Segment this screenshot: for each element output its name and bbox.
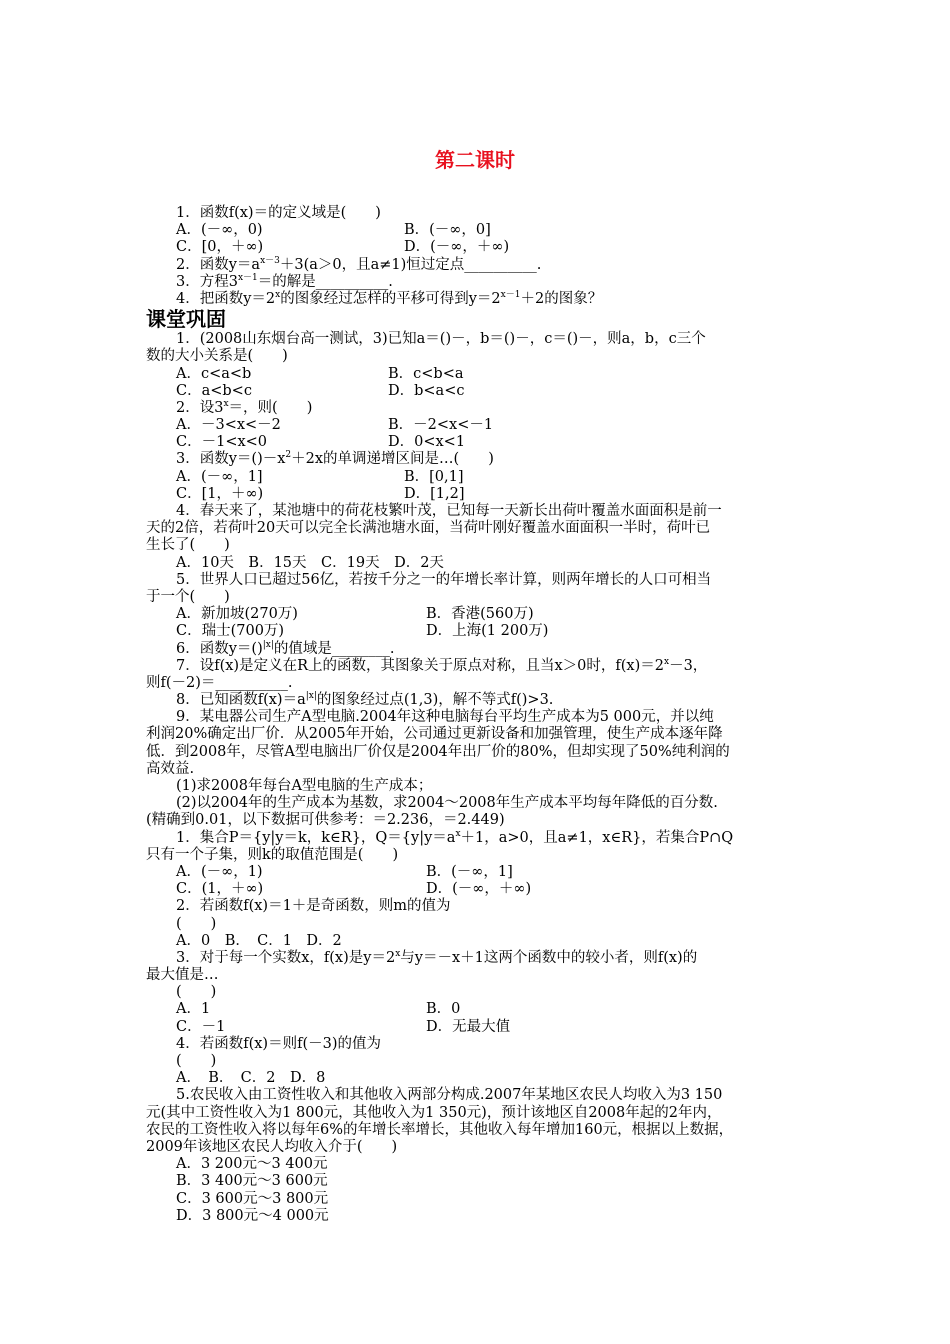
pre-question-2: 2．函数$y=a^{x-3}+3(a>0$，且a≠1)恒过定点__________. (176, 255, 542, 273)
pre-question-1: 1．函数f(x)＝的定义域是( ) (176, 205, 381, 221)
section-heading: 课堂巩固 (146, 307, 226, 332)
option-a: A．c<a<b (176, 365, 252, 382)
ext-question-2-options: A．0 B． C．1 D．2 (176, 932, 342, 949)
question-4-cont-1: 天的2倍，若荷叶20天可以完全长满池塘水面，当荷叶刚好覆盖水面面积一半时，荷叶已 (146, 520, 711, 537)
question-5: 5．世界人口已超过56亿，若按千分之一的年增长率计算，则两年增长的人口可相当 (176, 571, 712, 588)
question-1: 1．(2008山东烟台高一测试，3)已知a＝()－，b＝()－，c＝()－，则a，b，c三个 (176, 331, 706, 348)
question-4-cont-2: 生长了( ) (146, 537, 230, 554)
option-c: C．a<b<c (176, 382, 252, 399)
option-d: D．(－∞，＋∞) (404, 239, 510, 256)
ext-question-5: 5.农民收入由工资性收入和其他收入两部分构成.2007年某地区农民人均收入为3 150 (176, 1087, 723, 1104)
ext-question-1-options-row-1 (146, 864, 812, 881)
page-title: 第二课时 (435, 148, 515, 172)
option-c: C．3 600元～3 800元 (176, 1190, 329, 1207)
option-a: A．－3<x<－2 (176, 417, 281, 434)
question-5-options-row-2 (146, 623, 812, 640)
option-c: C．[0，＋∞) (176, 239, 264, 256)
option-c: C．－1 (176, 1018, 226, 1035)
ext-question-5-cont-2: 农民的工资性收入将以每年6%的年增长率增长，其他收入每年增加160元，根据以上数据， (146, 1121, 734, 1138)
question-8: 8．已知函数$f(x)=a^{|x|}$的图象经过点(1,3)，解不等式f()>3. (176, 691, 554, 709)
question-7-cont: 则f(－2)＝__________. (146, 674, 293, 691)
question-4: 4．春天来了，某池塘中的荷花枝繁叶茂，已知每一天新长出荷叶覆盖水面面积是前一 (176, 503, 722, 519)
option-d: D．(－∞，＋∞) (426, 881, 532, 898)
option-c: C．[1，＋∞) (176, 485, 264, 502)
option-b: B．(－∞，0] (404, 222, 491, 239)
option-b: B．－2<x<－1 (388, 417, 494, 434)
question-1-options-row-1 (146, 366, 812, 383)
option-a: A．(－∞，0) (176, 222, 263, 239)
question-7: 7．设f(x)是定义在R上的函数，其图象关于原点对称，且当x＞0时，$f(x)=2^x-3$， (176, 656, 708, 674)
ext-question-3-options-row-1 (146, 1001, 812, 1018)
ext-question-3-paren: ( ) (176, 984, 217, 1001)
question-9-cont-3: 高效益. (146, 760, 195, 777)
question-1-cont: 数的大小关系是( ) (146, 348, 288, 365)
question-2-options-row-2 (146, 434, 812, 451)
option-d: D．上海(1 200万) (426, 623, 549, 640)
question-5-cont: 于一个( ) (146, 588, 230, 605)
option-b: B．(－∞，1] (426, 863, 513, 880)
option-d: D．b<a<c (388, 382, 465, 399)
question-9-cont-1: 利润20%确定出厂价．从2005年开始，公司通过更新设备和加强管理，使生产成本逐年降 (146, 726, 723, 743)
ext-question-2-paren: ( ) (176, 915, 217, 932)
option-c: C．瑞士(700万) (176, 623, 285, 640)
document-body (146, 205, 812, 1225)
ext-question-4-options: A． B． C．2 D．8 (176, 1070, 326, 1087)
question-6: 6．函数y＝()$^{|x|}$的值域是________. (176, 639, 395, 657)
question-1-options-row-2 (146, 383, 812, 400)
question-9-sub-1: (1)求2008年每台A型电脑的生产成本； (176, 778, 433, 794)
option-a: A．3 200元～3 400元 (176, 1156, 328, 1173)
question-4-options: A．10天 B．15天 C．19天 D．2天 (176, 554, 444, 571)
option-b: B．3 400元～3 600元 (176, 1173, 328, 1190)
option-c: C．－1<x<0 (176, 434, 268, 451)
question-3-options-row-1 (146, 469, 812, 486)
pre-question-3: 3．方程$3^{x-1}=$的解是__________. (176, 272, 393, 290)
pre-question-1-options-row-1 (146, 222, 812, 239)
question-3-options-row-2 (146, 486, 812, 503)
ext-question-3-cont: 最大值是… (146, 967, 219, 984)
option-b: B．0 (426, 1001, 461, 1018)
option-a: A．1 (176, 1001, 211, 1018)
question-9-note: (精确到0.01，以下数据可供参考：＝2.236，＝2.449) (146, 812, 505, 829)
question-9: 9．某电器公司生产A型电脑.2004年这种电脑每台平均生产成本为5 000元，并以纯 (176, 709, 714, 726)
option-d: D．0<x<1 (388, 434, 466, 451)
option-d: D．无最大值 (426, 1018, 511, 1035)
option-b: B．c<b<a (388, 365, 464, 382)
ext-question-1-cont: 只有一个子集，则k的取值范围是( ) (146, 846, 399, 863)
pre-question-4: 4．把函数$y=2^x$的图象经过怎样的平移可得到$y=2^{x-1}+2$的图象？ (176, 289, 603, 307)
option-a: A．(－∞，1] (176, 468, 263, 485)
ext-question-3-options-row-2 (146, 1019, 812, 1036)
question-9-sub-2: (2)以2004年的生产成本为基数，求2004～2008年生产成本平均每年降低的百分数. (176, 795, 718, 812)
option-c: C．(1，＋∞) (176, 881, 264, 898)
option-b: B．[0,1] (404, 468, 464, 485)
question-9-cont-2: 低．到2008年，尽管A型电脑出厂价仅是2004年出厂价的80%，但却实现了50%纯利润的 (146, 743, 730, 760)
option-a: A．新加坡(270万) (176, 606, 298, 623)
option-a: A．(－∞，1) (176, 863, 263, 880)
question-2-options-row-1 (146, 417, 812, 434)
ext-question-1: 1．集合P＝{y|y＝k，k∈R}，$Q=\{y|y=a^x+1$，a>0，且a≠1，x∈R}，若集合P∩Q (176, 828, 734, 846)
option-b: B．香港(560万) (426, 606, 534, 623)
question-3: 3．函数$y=()-x^2+2x$的单调递增区间是…( ) (176, 450, 494, 468)
option-d: D．3 800元～4 000元 (176, 1207, 329, 1224)
question-2: 2．设$3^x=$，则( ) (176, 398, 313, 416)
ext-question-2: 2．若函数f(x)＝1＋是奇函数，则m的值为 (176, 898, 451, 915)
pre-question-1-options-row-2 (146, 239, 812, 256)
option-d: D．[1,2] (404, 485, 465, 502)
question-5-options-row-1 (146, 606, 812, 623)
ext-question-1-options-row-2 (146, 881, 812, 898)
ext-question-5-cont-1: 元(其中工资性收入为1 800元，其他收入为1 350元)，预计该地区自2008年起的2年内， (146, 1104, 722, 1121)
ext-question-3: 3．对于每一个实数x，f(x)是$y=2^x$与y＝－x＋1这两个函数中的较小者，则f(x)的 (176, 948, 698, 966)
ext-question-4-paren: ( ) (176, 1053, 217, 1069)
ext-question-4: 4．若函数f(x)＝则f(－3)的值为 (176, 1035, 381, 1052)
ext-question-5-cont-3: 2009年该地区农民人均收入介于( ) (146, 1138, 398, 1155)
